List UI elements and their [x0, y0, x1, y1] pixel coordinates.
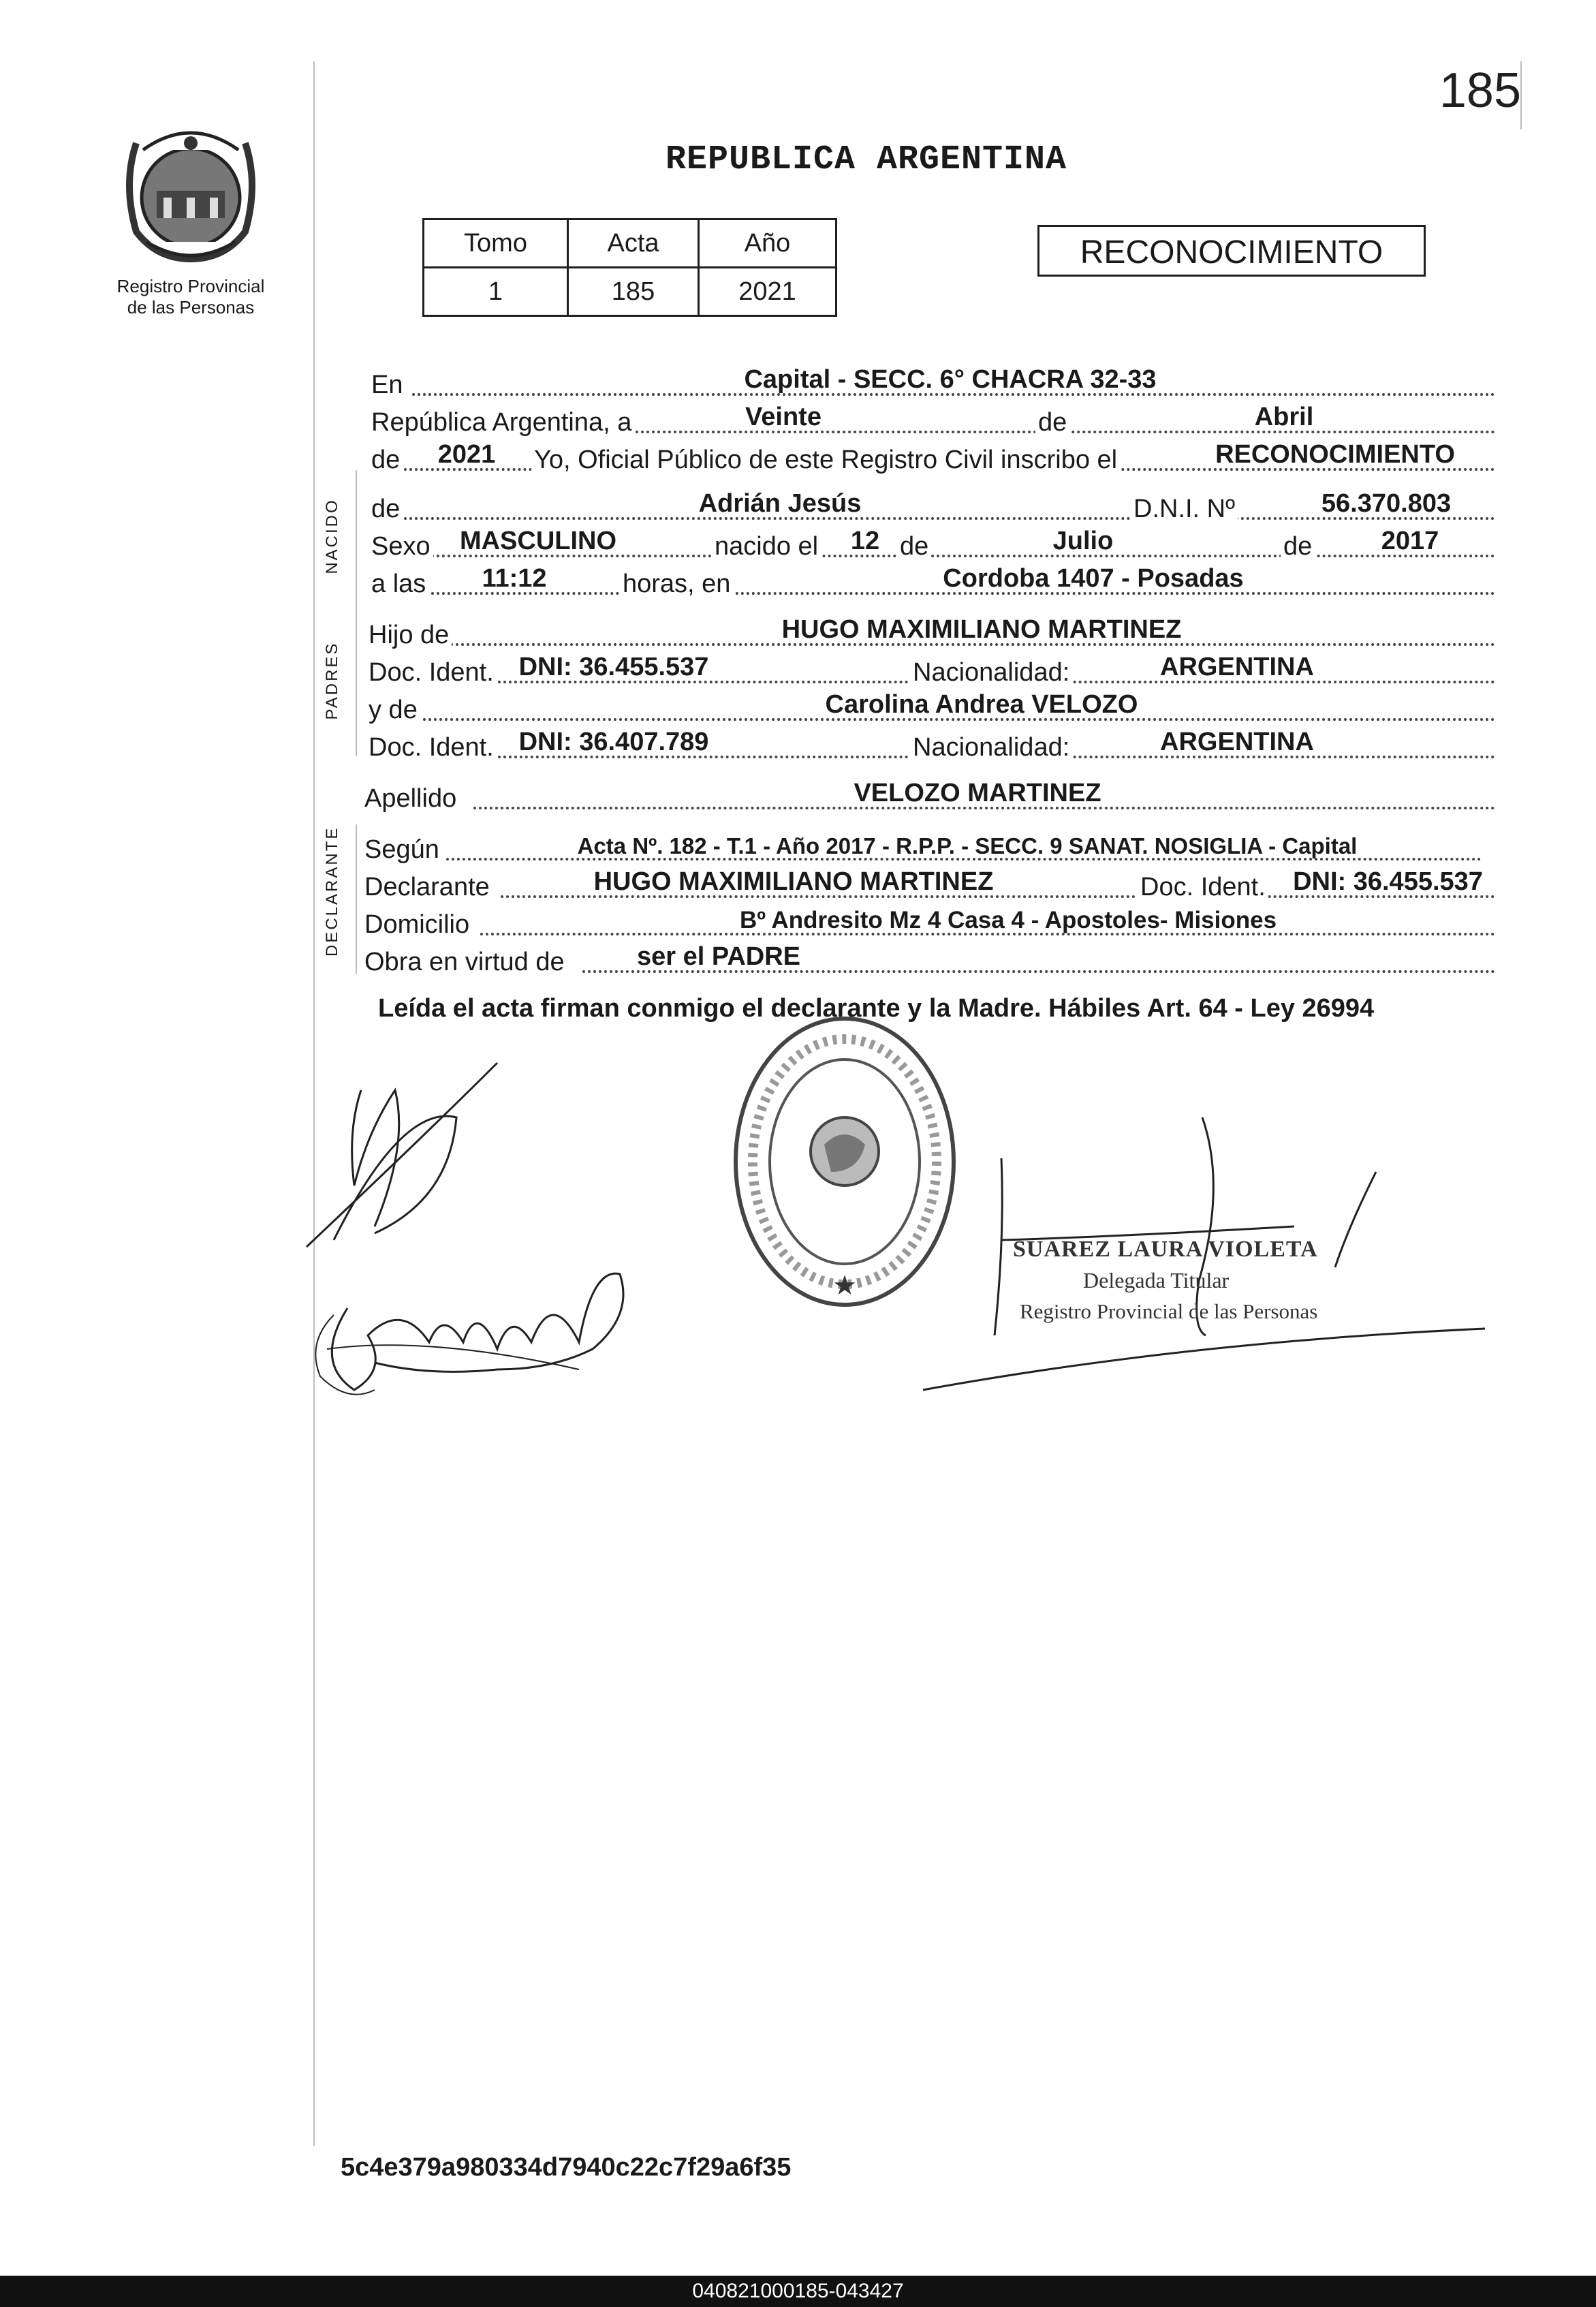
svg-text:★: ★	[832, 1271, 857, 1301]
value-padre-doc: DNI: 36.455.537	[518, 653, 709, 681]
label-republica: República Argentina, a	[371, 408, 634, 437]
officer-office: Registro Provincial de las Personas	[1020, 1299, 1318, 1323]
value-declarante-doc: DNI: 36.455.537	[1293, 867, 1483, 896]
section-line-padres	[356, 613, 357, 756]
side-label-nacido: NACIDO	[323, 498, 341, 574]
label-de4: de	[897, 532, 931, 561]
row-republica	[371, 403, 1495, 437]
value-dni: 56.370.803	[1321, 489, 1452, 518]
label-domicilio: Domicilio	[364, 910, 472, 940]
side-label-padres: PADRES	[323, 641, 341, 720]
value-anio: 2021	[699, 268, 836, 316]
value-sexo: MASCULINO	[459, 527, 617, 555]
row-sexo	[371, 527, 1495, 561]
label-nacionalidad1: Nacionalidad:	[910, 658, 1072, 687]
row-segun	[364, 831, 1482, 865]
value-segun: Acta Nº. 182 - T.1 - Año 2017 - R.P.P. - SECC. 9 SANAT. NOSIGLIA - Capital	[577, 833, 1358, 858]
value-madre-nac: ARGENTINA	[1160, 728, 1314, 756]
value-nac-mes: Julio	[1052, 527, 1114, 555]
row-hijo-de	[369, 616, 1495, 650]
row-padre-doc	[369, 653, 1495, 687]
row-en	[371, 366, 1495, 400]
reference-value-row	[424, 268, 836, 316]
header-tomo: Tomo	[424, 219, 568, 268]
act-type-box: RECONOCIMIENTO	[1037, 225, 1426, 277]
value-nac-anio: 2017	[1381, 527, 1439, 555]
value-nombre: Adrián Jesús	[698, 489, 862, 518]
label-hijo-de: Hijo de	[369, 621, 452, 650]
label-yo: Yo, Oficial Público de este Registro Civil inscribo el	[531, 446, 1120, 475]
label-segun: Según	[364, 835, 442, 865]
value-nac-dia: 12	[850, 527, 880, 555]
label-declarante: Declarante	[364, 873, 492, 902]
footer-code: 040821000185-043427	[0, 2276, 1596, 2307]
row-apellido	[364, 779, 1495, 814]
value-mes: Abril	[1254, 403, 1314, 431]
row-obra	[364, 943, 1495, 977]
value-anio: 2021	[437, 440, 496, 469]
label-de3: de	[371, 495, 403, 524]
value-declarante: HUGO MAXIMILIANO MARTINEZ	[593, 867, 994, 896]
reference-header-row	[424, 219, 836, 268]
section-line-declarante	[356, 824, 357, 974]
label-en: En	[371, 371, 405, 400]
value-tomo: 1	[424, 268, 568, 316]
label-y-de: y de	[369, 696, 420, 725]
value-obra: ser el PADRE	[636, 942, 801, 971]
registry-caption-line1: Registro Provincial	[116, 276, 265, 296]
value-apellido: VELOZO MARTINEZ	[854, 779, 1101, 807]
label-doc-ident3: Doc. Ident.	[1138, 873, 1268, 902]
value-lugar: Capital - SECC. 6° CHACRA 32-33	[744, 365, 1157, 394]
reference-table	[422, 218, 837, 317]
value-dia: Veinte	[745, 403, 822, 431]
officer-role: Delegada Titular	[1083, 1268, 1230, 1292]
value-acta: 185	[568, 268, 699, 316]
registry-caption	[95, 276, 286, 318]
label-nacionalidad2: Nacionalidad:	[910, 733, 1072, 762]
label-dni: D.N.I. Nº	[1131, 495, 1238, 524]
value-madre-doc: DNI: 36.407.789	[518, 728, 709, 756]
header-acta: Acta	[568, 219, 699, 268]
row-y-de	[369, 691, 1495, 725]
row-declarante	[364, 868, 1495, 902]
label-a-las: a las	[371, 570, 428, 599]
row-madre-doc	[369, 728, 1495, 762]
label-sexo: Sexo	[371, 532, 433, 561]
page-title: REPUBLICA ARGENTINA	[665, 140, 1067, 179]
value-acto: RECONOCIMIENTO	[1215, 440, 1455, 469]
row-inscribo	[371, 441, 1495, 475]
value-padre: HUGO MAXIMILIANO MARTINEZ	[781, 615, 1182, 644]
label-obra: Obra en virtud de	[364, 948, 567, 977]
header-anio: Año	[699, 219, 836, 268]
document-hash: 5c4e379a980334d7940c22c7f29a6f35	[341, 2153, 792, 2182]
value-padre-nac: ARGENTINA	[1160, 653, 1314, 681]
registry-caption-line2: de las Personas	[127, 297, 255, 318]
closing-text: Leída el acta firman conmigo el declarante y la Madre. Hábiles Art. 64 - Ley 26994	[378, 994, 1375, 1023]
label-de1: de	[1035, 408, 1069, 437]
label-horas-en: horas, en	[620, 570, 733, 599]
value-domicilio: Bº Andresito Mz 4 Casa 4 - Apostoles- Misiones	[739, 907, 1277, 933]
label-de5: de	[1281, 532, 1315, 561]
label-doc-ident1: Doc. Ident.	[369, 658, 497, 687]
value-lugar-nac: Cordoba 1407 - Posadas	[943, 564, 1244, 593]
label-de2: de	[371, 446, 403, 475]
page-number: 185	[1439, 63, 1521, 118]
declarant-signature	[293, 1049, 702, 1431]
value-madre: Carolina Andrea VELOZO	[825, 690, 1138, 719]
label-nacido-el: nacido el	[712, 532, 821, 561]
side-label-declarante: DECLARANTE	[323, 826, 341, 957]
row-nombre	[371, 490, 1495, 524]
value-hora: 11:12	[482, 564, 547, 593]
label-doc-ident2: Doc. Ident.	[369, 733, 497, 762]
officer-name: SUAREZ LAURA VIOLETA	[1013, 1237, 1318, 1262]
label-apellido: Apellido	[364, 784, 459, 814]
row-hora	[371, 565, 1495, 599]
row-domicilio	[364, 905, 1495, 940]
